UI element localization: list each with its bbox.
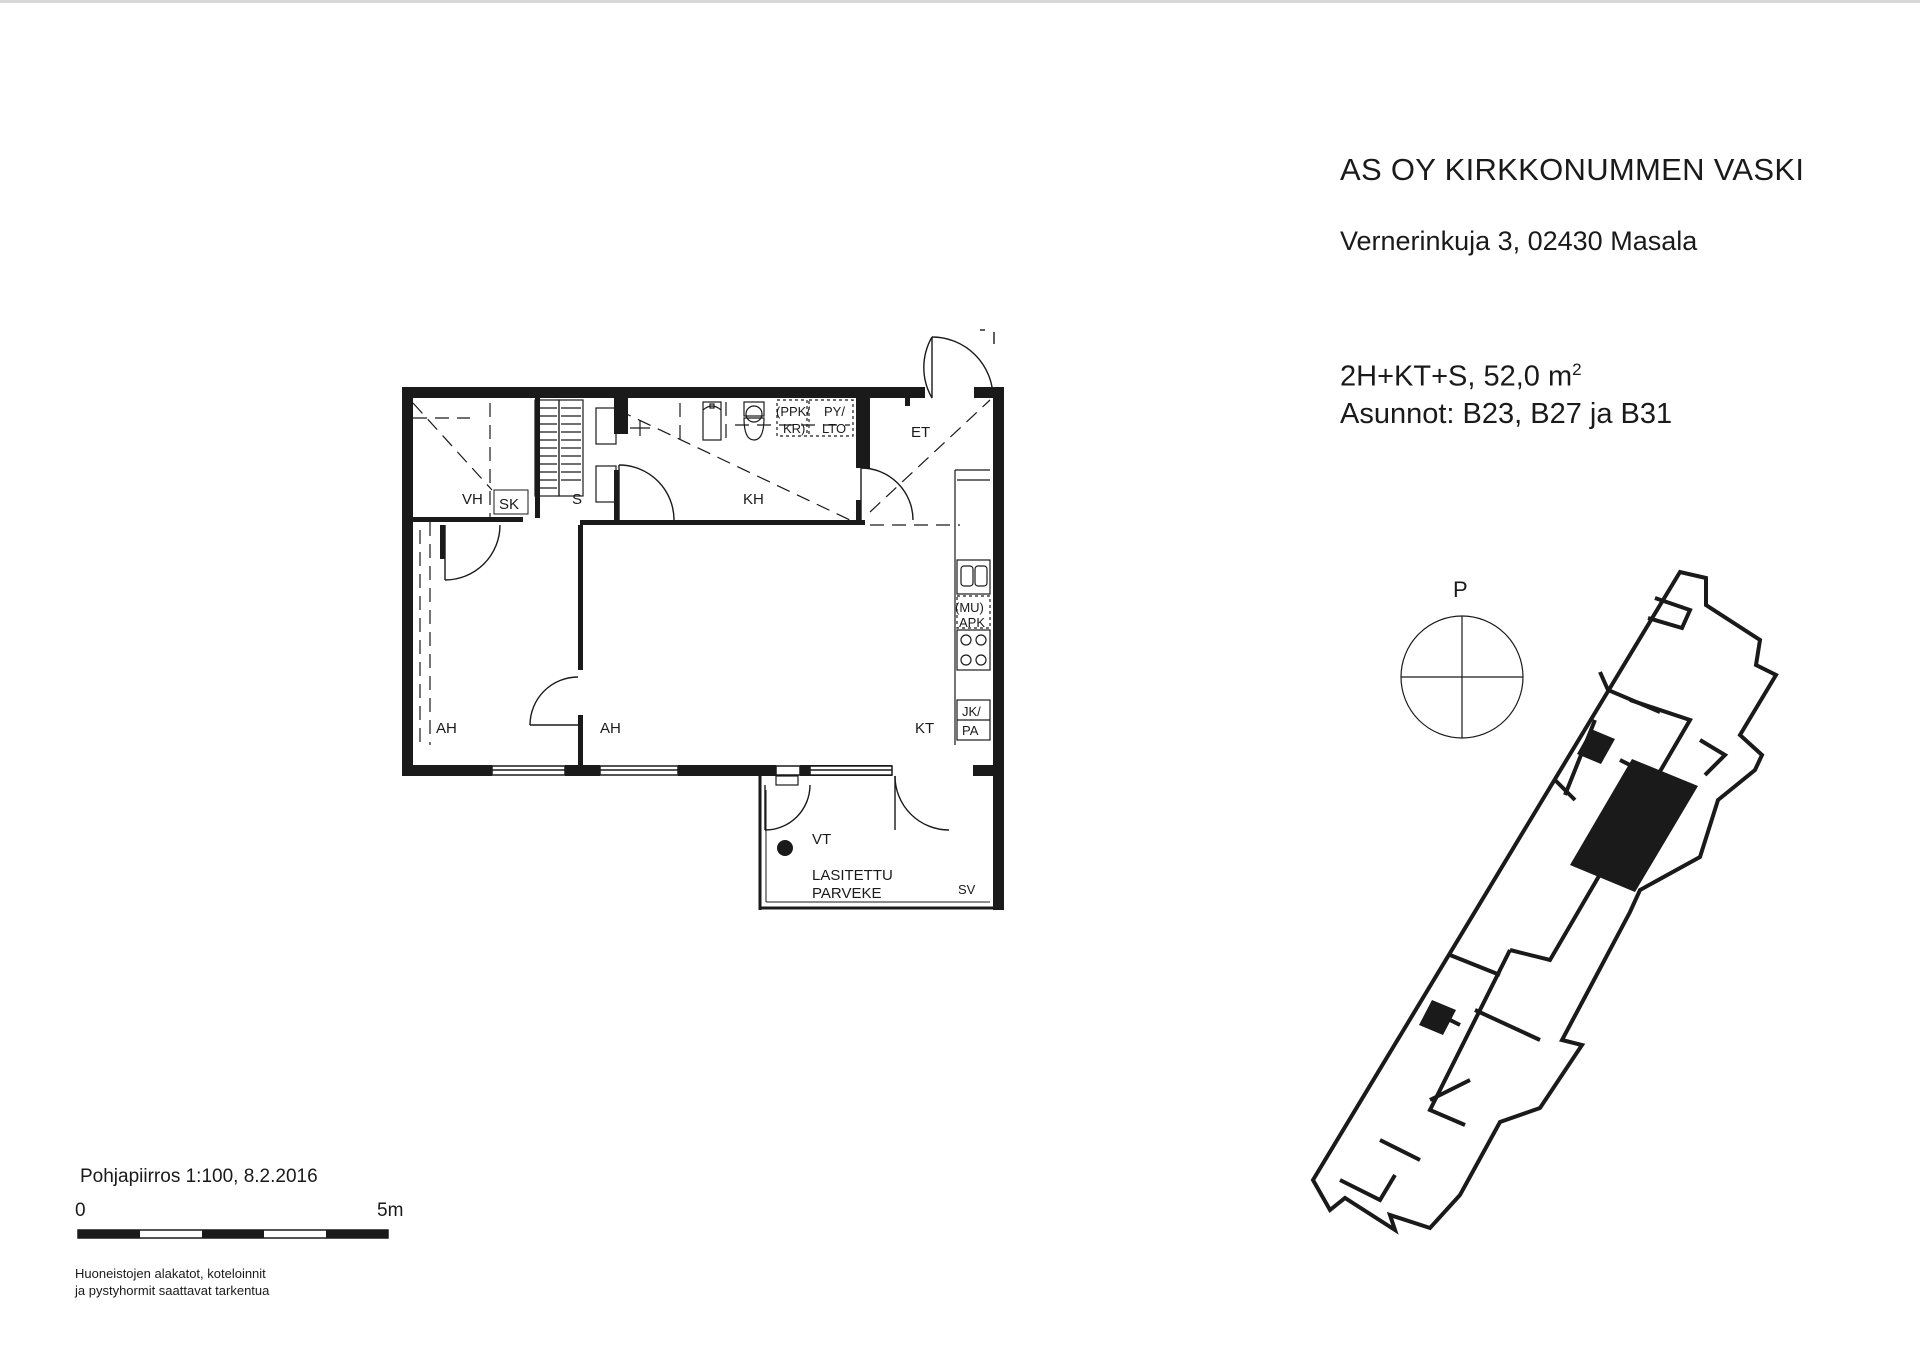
area-unit-superscript: 2 xyxy=(1572,360,1582,379)
note-line-1: Huoneistojen alakatot, koteloinnit xyxy=(75,1266,266,1281)
fixture-label-apk: APK xyxy=(959,615,986,630)
room-label-kt: KT xyxy=(915,720,935,737)
highlighted-unit-small-bottom xyxy=(1419,1000,1456,1035)
room-label-ah-left: AH xyxy=(436,720,457,737)
room-label-sk: SK xyxy=(499,496,520,513)
scale-segment-3 xyxy=(202,1230,264,1238)
floor-drain-icon xyxy=(777,840,793,856)
exterior-walls xyxy=(402,387,1004,910)
apartment-type: 2H+KT+S, 52,0 m xyxy=(1340,360,1573,393)
room-label-et: ET xyxy=(911,424,931,441)
compass-north-label: P xyxy=(1453,577,1468,602)
fixture-label-kr: KR) xyxy=(783,421,806,436)
scale-end-label: 5m xyxy=(377,1200,404,1221)
note-line-2: ja pystyhormit saattavat tarkentua xyxy=(75,1283,270,1298)
room-label-vh: VH xyxy=(462,491,483,508)
balcony-label-line2: PARVEKE xyxy=(812,885,882,902)
compass xyxy=(1401,577,1523,738)
scale-caption: Pohjapiirros 1:100, 8.2.2016 xyxy=(80,1166,318,1187)
fixture-label-lto: LTO xyxy=(822,421,847,436)
bathroom-fixtures xyxy=(630,400,853,440)
scale-segment-5 xyxy=(326,1230,388,1238)
lowered-ceiling-lines xyxy=(413,400,990,745)
project-address: Vernerinkuja 3, 02430 Masala xyxy=(1340,226,1698,256)
sauna-benches xyxy=(535,400,616,502)
room-label-ah-right: AH xyxy=(600,720,621,737)
fixture-label-py: PY/ xyxy=(824,404,845,419)
apartment-numbers: Asunnot: B23, B27 ja B31 xyxy=(1340,398,1673,430)
fixture-label-ppk: (PPK/ xyxy=(776,404,810,419)
scale-bar xyxy=(78,1230,388,1238)
room-label-vt: VT xyxy=(812,831,832,848)
interior-walls xyxy=(413,398,910,770)
building-key-plan xyxy=(1313,572,1776,1230)
room-label-s: S xyxy=(572,491,583,508)
balcony-label-line1: LASITETTU xyxy=(812,867,893,884)
fixture-label-mu: (MU) xyxy=(955,600,984,615)
project-title: AS OY KIRKKONUMMEN VASKI xyxy=(1340,152,1805,187)
scale-segment-1 xyxy=(78,1230,140,1238)
room-label-sv: SV xyxy=(958,882,976,897)
highlighted-unit-large xyxy=(1570,759,1698,892)
fixture-label-pa: PA xyxy=(962,723,979,738)
fixture-label-jk: JK/ xyxy=(962,704,981,719)
doors xyxy=(445,330,994,830)
room-label-kh: KH xyxy=(743,491,764,508)
scale-start-label: 0 xyxy=(75,1200,86,1221)
